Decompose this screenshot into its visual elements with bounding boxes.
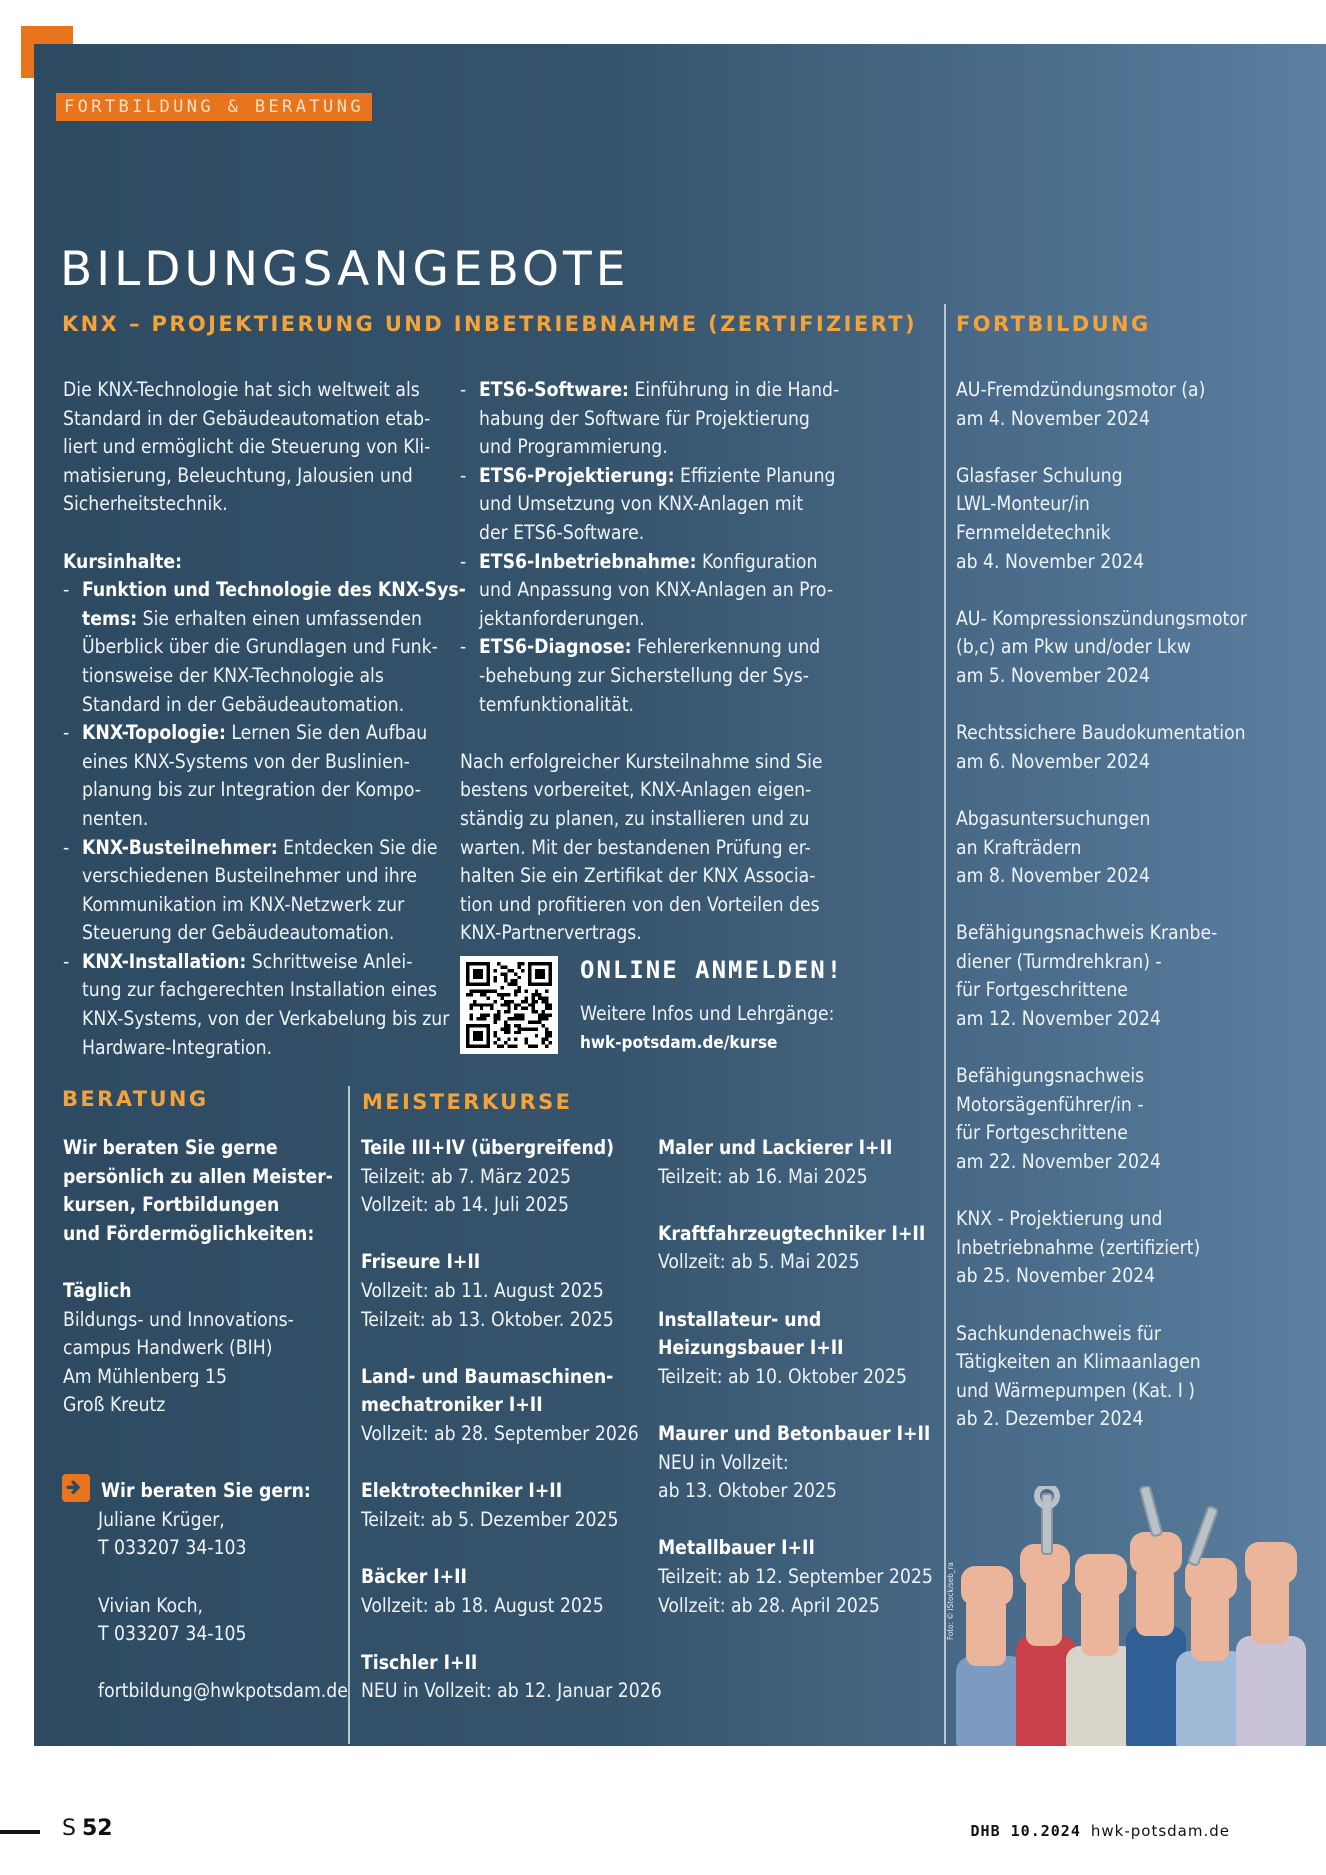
item-text: planung bis zur Integration der Kompo- xyxy=(82,778,422,802)
spacer xyxy=(658,1277,948,1306)
knx-intro-line: Die KNX-Technologie hat sich weltweit als xyxy=(63,378,420,401)
kurs-item-text xyxy=(82,805,148,834)
spacer xyxy=(460,719,860,748)
item-text: -behebung zur Sicherstellung der Sys- xyxy=(479,663,810,687)
beratung-intro-line: Wir beraten Sie gerne xyxy=(63,1136,278,1159)
dash: - xyxy=(460,635,467,659)
beratung-column xyxy=(63,1134,348,1706)
fortbildung-entry-line: Fernmeldetechnik xyxy=(956,520,1111,544)
knx-intro-line: matisierung, Beleuchtung, Jalousien und xyxy=(63,463,413,487)
meister-date: Teilzeit: ab 10. Oktober 2025 xyxy=(658,1364,907,1388)
kurs-item-line xyxy=(63,1034,443,1063)
spacer xyxy=(956,776,1296,805)
ets-item-line xyxy=(460,662,860,691)
meisterkurse-heading: MEISTERKURSE xyxy=(362,1090,573,1114)
knx-outro-line: warten. Mit der bestandenen Prüfung er- xyxy=(460,835,811,859)
meister-date: NEU in Vollzeit: ab 12. Januar 2026 xyxy=(361,1679,662,1703)
contact-line: T 033207 34-105 xyxy=(98,1622,247,1646)
meister-title: Tischler I+II xyxy=(361,1650,478,1674)
fortbildung-entry-line: LWL-Monteur/in xyxy=(956,492,1090,516)
item-text: Einführung in die Hand- xyxy=(628,378,840,401)
dash xyxy=(460,519,479,548)
taeglich-label: Täglich xyxy=(63,1278,132,1302)
item-text: KNX-Systems, von der Verkabelung bis zur xyxy=(82,1007,450,1031)
meister-date: Teilzeit: ab 7. März 2025 xyxy=(361,1164,572,1188)
kurs-item-text xyxy=(82,1034,272,1063)
page-number xyxy=(62,1816,113,1841)
spacer xyxy=(956,576,1296,605)
contact-label: Wir beraten Sie gern: xyxy=(101,1479,311,1503)
item-text: Schrittweise Anlei- xyxy=(246,949,413,973)
ets-item-text xyxy=(479,433,668,462)
dash xyxy=(63,776,82,805)
spacer xyxy=(361,1534,651,1563)
spacer xyxy=(361,1334,651,1363)
kurs-item-line xyxy=(63,719,443,748)
dash xyxy=(63,976,82,1005)
knx-heading: KNX – PROJEKTIERUNG UND INBETRIEBNAHME (ZERTIFIZIERT) xyxy=(62,312,917,336)
kurs-item-line xyxy=(63,834,443,863)
meister-title: Kraftfahrzeugtechniker I+II xyxy=(658,1221,926,1245)
ets-item-text xyxy=(479,633,820,662)
meister-date: NEU in Vollzeit: xyxy=(658,1450,789,1474)
dash: - xyxy=(63,721,70,745)
dash xyxy=(63,691,82,720)
meisterkurse-column-1 xyxy=(361,1134,662,1706)
kurs-item-line xyxy=(63,919,443,948)
fortbildung-entry-line: diener (Turmdrehkran) - xyxy=(956,949,1162,973)
dash xyxy=(63,891,82,920)
item-bold: ETS6-Inbetriebnahme: xyxy=(479,549,697,573)
kurs-item-line xyxy=(63,1005,450,1034)
fortbildung-entry-line: und Wärmepumpen (Kat. I ) xyxy=(956,1378,1195,1402)
item-text: Überblick über die Grundlagen und Funk- xyxy=(82,635,438,659)
kurs-item-line xyxy=(63,576,466,605)
item-text: eines KNX-Systems von der Buslinien- xyxy=(82,749,410,773)
footer-site[interactable]: hwk-potsdam.de xyxy=(1090,1822,1230,1840)
photo-credit: Foto: © iStock/seb_ra xyxy=(946,1562,955,1640)
fortbildung-entry-line: am 6. November 2024 xyxy=(956,749,1151,773)
kurs-item-text xyxy=(82,891,404,920)
dash xyxy=(460,490,479,519)
kurs-item-line xyxy=(63,605,443,634)
knx-outro-line: halten Sie ein Zertifikat der KNX Associa- xyxy=(460,864,816,888)
item-bold: ETS6-Diagnose: xyxy=(479,635,632,659)
spacer xyxy=(361,1220,651,1249)
dash: - xyxy=(460,549,467,573)
fortbildung-entry-line: an Krafträdern xyxy=(956,835,1082,859)
meister-title: mechatroniker I+II xyxy=(361,1393,543,1417)
item-text: habung der Software für Projektierung xyxy=(479,406,810,430)
fortbildung-entry-line: Befähigungsnachweis Kranbe- xyxy=(956,921,1218,945)
magazine-issue: DHB 10.2024 xyxy=(970,1822,1081,1840)
item-text: und Umsetzung von KNX-Anlagen mit xyxy=(479,492,804,516)
ets-item-line xyxy=(460,490,860,519)
fortbildung-entry-line: ab 4. November 2024 xyxy=(956,549,1145,573)
item-text: Hardware-Integration. xyxy=(82,1035,273,1059)
item-text: Effiziente Planung xyxy=(674,463,836,487)
dash: - xyxy=(63,835,70,859)
fortbildung-entry-line: Inbetriebnahme (zertifiziert) xyxy=(956,1235,1201,1259)
footer-right xyxy=(971,1822,1230,1840)
kurs-item-text xyxy=(82,919,394,948)
item-text: Sie erhalten einen umfassenden xyxy=(137,606,422,630)
dash xyxy=(63,633,82,662)
kurs-item-text xyxy=(82,576,466,605)
kurs-item-line xyxy=(63,691,443,720)
fortbildung-list xyxy=(956,376,1296,1434)
page-number-value: 52 xyxy=(81,1816,113,1841)
online-anmelden-title: ONLINE ANMELDEN! xyxy=(580,956,844,984)
dash xyxy=(460,405,479,434)
meister-date: Teilzeit: ab 12. September 2025 xyxy=(658,1564,933,1588)
page-prefix: S xyxy=(62,1816,76,1841)
spacer xyxy=(361,1449,651,1478)
dash xyxy=(63,1034,82,1063)
item-bold: ETS6-Projektierung: xyxy=(479,463,675,487)
contact-line: Vivian Koch, xyxy=(98,1593,204,1617)
dash: - xyxy=(460,378,467,401)
address-line: Bildungs- und Innovations- xyxy=(63,1307,294,1331)
meister-date: Vollzeit: ab 18. August 2025 xyxy=(361,1593,604,1617)
spacer xyxy=(956,1034,1296,1063)
meister-title: Metallbauer I+II xyxy=(658,1536,815,1560)
spacer xyxy=(63,519,443,548)
kurs-item-text xyxy=(82,605,422,634)
ets-item-line xyxy=(460,405,860,434)
ets-item-text xyxy=(479,548,817,577)
meister-date: Teilzeit: ab 16. Mai 2025 xyxy=(658,1164,868,1188)
ets-item-line xyxy=(460,462,860,491)
knx-intro-line: liert und ermöglicht die Steuerung von Kli- xyxy=(63,435,431,459)
fortbildung-entry-line: am 4. November 2024 xyxy=(956,406,1151,430)
kurs-item-text xyxy=(82,633,438,662)
meister-date: Teilzeit: ab 13. Oktober. 2025 xyxy=(361,1307,614,1331)
knx-outro-line: ständig zu planen, zu installieren und zu xyxy=(460,806,810,830)
kurs-item-line xyxy=(63,805,443,834)
dash xyxy=(460,691,479,720)
kurs-item-text xyxy=(82,776,421,805)
qr-code[interactable] xyxy=(460,956,558,1054)
ets-item-text xyxy=(479,490,803,519)
spacer xyxy=(658,1191,948,1220)
contact-line: T 033207 34-103 xyxy=(98,1536,247,1560)
fortbildung-entry-line: ab 2. Dezember 2024 xyxy=(956,1407,1144,1431)
kurs-item-line xyxy=(63,662,443,691)
ets-item-text xyxy=(479,405,810,434)
item-text: jektanforderungen. xyxy=(479,606,645,630)
spacer xyxy=(658,1506,948,1535)
fortbildung-entry-line: Glasfaser Schulung xyxy=(956,463,1123,487)
meister-title: Bäcker I+II xyxy=(361,1564,467,1588)
meister-title: Teile III+IV (übergreifend) xyxy=(361,1136,614,1159)
knx-left-column xyxy=(63,376,466,1062)
fortbildung-entry-line: für Fortgeschrittene xyxy=(956,978,1128,1002)
contact-email[interactable]: fortbildung@hwkpotsdam.de xyxy=(98,1679,348,1703)
ets-item-line xyxy=(460,633,860,662)
kurs-item-line xyxy=(63,862,443,891)
page-title: BILDUNGSANGEBOTE xyxy=(60,242,630,297)
ets-item-line xyxy=(460,691,860,720)
kurs-item-line xyxy=(63,776,443,805)
knx-outro-line: tion und profitieren von den Vorteilen des xyxy=(460,892,820,916)
kurs-item-line xyxy=(63,976,443,1005)
meister-title: Maler und Lackierer I+II xyxy=(658,1136,893,1159)
item-text: Konfiguration xyxy=(696,549,818,573)
ets-item-text xyxy=(479,691,634,720)
dash xyxy=(63,805,82,834)
item-text: und Programmierung. xyxy=(479,435,668,459)
dash xyxy=(460,576,479,605)
ets-item-text xyxy=(479,519,644,548)
item-bold: KNX-Installation: xyxy=(82,949,247,973)
spacer xyxy=(63,1649,343,1678)
spacer xyxy=(956,1291,1296,1320)
dash xyxy=(63,862,82,891)
ets-item-line xyxy=(460,433,860,462)
address-line: Groß Kreutz xyxy=(63,1393,166,1417)
spacer xyxy=(63,1248,343,1277)
meisterkurse-column-2 xyxy=(658,1134,948,1620)
ets-item-text xyxy=(479,376,839,405)
item-text: tionsweise der KNX-Technologie als xyxy=(82,663,384,687)
meister-title: Elektrotechniker I+II xyxy=(361,1479,563,1503)
fortbildung-entry-line: am 22. November 2024 xyxy=(956,1150,1162,1174)
footer-rule xyxy=(0,1830,40,1834)
item-text: temfunktionalität. xyxy=(479,692,634,716)
dash: - xyxy=(63,578,70,602)
address-line: campus Handwerk (BIH) xyxy=(63,1336,273,1360)
fortbildung-entry-line: Rechtssichere Baudokumentation xyxy=(956,721,1246,745)
meister-title: Installateur- und xyxy=(658,1307,822,1331)
fortbildung-entry-line: Tätigkeiten an Klimaanlagen xyxy=(956,1350,1201,1374)
fortbildung-entry-line: Befähigungsnachweis xyxy=(956,1064,1145,1088)
dash xyxy=(63,919,82,948)
dash xyxy=(63,605,82,634)
kurs-item-line xyxy=(63,948,443,977)
item-bold: tems: xyxy=(82,606,138,630)
knx-outro-line: Nach erfolgreicher Kursteilnahme sind Sie xyxy=(460,749,823,773)
dash xyxy=(460,605,479,634)
knx-intro-line: Standard in der Gebäudeautomation etab- xyxy=(63,406,431,430)
online-info xyxy=(580,1000,834,1057)
fortbildung-entry-line: AU- Kompressionszündungsmotor xyxy=(956,606,1247,630)
dash xyxy=(460,662,479,691)
dash xyxy=(63,748,82,777)
kurs-item-text xyxy=(82,719,427,748)
kurs-item-text xyxy=(82,691,404,720)
spacer xyxy=(956,891,1296,920)
item-text: der ETS6-Software. xyxy=(479,520,645,544)
kurs-item-text xyxy=(82,948,412,977)
kurs-item-text xyxy=(82,748,410,777)
dash xyxy=(63,662,82,691)
item-text: nenten. xyxy=(82,806,149,830)
meister-date: Teilzeit: ab 5. Dezember 2025 xyxy=(361,1507,619,1531)
dash xyxy=(460,433,479,462)
meister-date: Vollzeit: ab 5. Mai 2025 xyxy=(658,1250,860,1274)
item-text: tung zur fachgerechten Installation eines xyxy=(82,978,437,1002)
ets-item-line xyxy=(460,576,860,605)
ets-item-text xyxy=(479,605,645,634)
item-text: Standard in der Gebäudeautomation. xyxy=(82,692,405,716)
beratung-heading: BERATUNG xyxy=(62,1087,209,1111)
fortbildung-entry-line: am 12. November 2024 xyxy=(956,1007,1162,1031)
item-text: verschiedenen Busteilnehmer und ihre xyxy=(82,864,418,888)
item-text: Steuerung der Gebäudeautomation. xyxy=(82,921,395,945)
spacer xyxy=(63,1420,343,1449)
dash: - xyxy=(63,949,70,973)
ets-item-line xyxy=(460,548,860,577)
beratung-intro-line: und Fördermöglichkeiten: xyxy=(63,1221,315,1245)
item-text: Fehlererkennung und xyxy=(631,635,821,659)
item-text: Entdecken Sie die xyxy=(277,835,438,859)
kurs-item-line xyxy=(63,633,443,662)
kurs-item-text xyxy=(82,1005,449,1034)
fortbildung-entry-line: KNX - Projektierung und xyxy=(956,1207,1163,1231)
spacer xyxy=(956,691,1296,720)
ets-item-line xyxy=(460,519,860,548)
item-bold: ETS6-Software: xyxy=(479,378,629,401)
item-bold: KNX-Topologie: xyxy=(82,721,226,745)
spacer xyxy=(956,433,1296,462)
item-text: Lernen Sie den Aufbau xyxy=(225,721,428,745)
fortbildung-entry-line: ab 25. November 2024 xyxy=(956,1264,1156,1288)
fortbildung-entry-line: für Fortgeschrittene xyxy=(956,1121,1128,1145)
address-line: Am Mühlenberg 15 xyxy=(63,1364,227,1388)
meister-title: Maurer und Betonbauer I+II xyxy=(658,1421,931,1445)
online-link[interactable]: hwk-potsdam.de/kurse xyxy=(580,1032,778,1053)
kurs-item-text xyxy=(82,976,437,1005)
fortbildung-entry-line: (b,c) am Pkw und/oder Lkw xyxy=(956,635,1191,659)
meister-date: Vollzeit: ab 14. Juli 2025 xyxy=(361,1193,569,1217)
beratung-intro-line: persönlich zu allen Meister- xyxy=(63,1164,333,1188)
knx-outro-line: bestens vorbereitet, KNX-Anlagen eigen- xyxy=(460,778,812,802)
spacer xyxy=(361,1620,651,1649)
knx-intro-line: Sicherheitstechnik. xyxy=(63,492,228,516)
ets-item-line xyxy=(460,376,860,405)
ets-item-text xyxy=(479,662,809,691)
contact-line: Juliane Krüger, xyxy=(98,1507,225,1531)
kursinhalte-label: Kursinhalte: xyxy=(63,549,183,573)
kurs-item-line xyxy=(63,891,443,920)
fortbildung-heading: FORTBILDUNG xyxy=(956,312,1151,336)
ets-item-text xyxy=(479,462,836,491)
fortbildung-entry-line: Motorsägenführer/in - xyxy=(956,1092,1144,1116)
dash: - xyxy=(460,463,467,487)
ets-item-text xyxy=(479,576,833,605)
meister-title: Heizungsbauer I+II xyxy=(658,1336,844,1360)
ets-item-line xyxy=(460,605,860,634)
fortbildung-entry-line: am 8. November 2024 xyxy=(956,864,1151,888)
kurs-item-line xyxy=(63,748,443,777)
fortbildung-entry-line: Sachkundenachweis für xyxy=(956,1321,1161,1345)
fortbildung-entry-line: AU-Fremdzündungsmotor (a) xyxy=(956,378,1206,401)
item-bold: KNX-Busteilnehmer: xyxy=(82,835,278,859)
item-bold: Funktion und Technologie des KNX-Sys- xyxy=(82,578,466,602)
spacer xyxy=(63,1563,343,1592)
kurs-item-text xyxy=(82,834,437,863)
meister-date: Vollzeit: ab 28. September 2026 xyxy=(361,1421,639,1445)
online-info-text: Weitere Infos und Lehrgänge: xyxy=(580,1002,835,1025)
raised-fists-photo xyxy=(946,1486,1326,1746)
meister-date: ab 13. Oktober 2025 xyxy=(658,1479,837,1503)
knx-outro-line: KNX-Partnervertrags. xyxy=(460,921,642,945)
section-tag: FORTBILDUNG & BERATUNG xyxy=(56,93,372,121)
spacer xyxy=(956,1177,1296,1206)
meister-date: Vollzeit: ab 11. August 2025 xyxy=(361,1278,604,1302)
dash xyxy=(63,1005,82,1034)
beratung-intro-line: kursen, Fortbildungen xyxy=(63,1193,280,1217)
meister-title: Land- und Baumaschinen- xyxy=(361,1364,614,1388)
item-text: und Anpassung von KNX-Anlagen an Pro- xyxy=(479,578,834,602)
arrow-right-icon xyxy=(62,1474,90,1502)
knx-right-column xyxy=(460,376,860,948)
meister-title: Friseure I+II xyxy=(361,1250,481,1274)
fortbildung-entry-line: Abgasuntersuchungen xyxy=(956,806,1151,830)
fortbildung-entry-line: am 5. November 2024 xyxy=(956,663,1151,687)
spacer xyxy=(63,1449,343,1478)
kurs-item-text xyxy=(82,662,384,691)
divider-beratung xyxy=(348,1086,350,1744)
item-text: Kommunikation im KNX-Netzwerk zur xyxy=(82,892,405,916)
meister-date: Vollzeit: ab 28. April 2025 xyxy=(658,1593,880,1617)
spacer xyxy=(658,1391,948,1420)
kurs-item-text xyxy=(82,862,417,891)
